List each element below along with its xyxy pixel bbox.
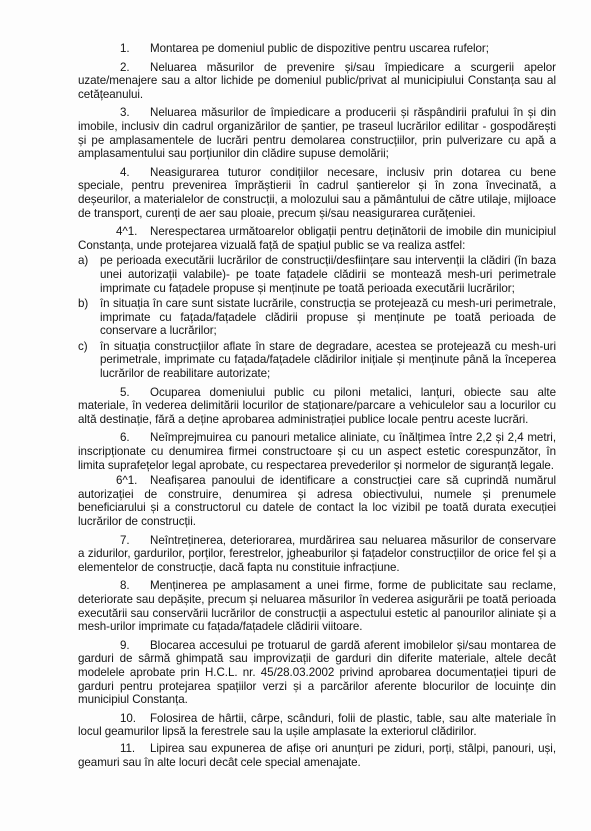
list-item-text: Ocuparea domeniului public cu piloni metalici, lanțuri, obiecte sau alte materiale, în vederea delimitării locurilor de staționare/parcare a vehiculelor sau a locurilor cu altă destinație, fără a deține aprobarea administrației publice locale pentru aceste lucrări. <box>78 385 556 426</box>
sub-item-text: în situația în care sunt sistate lucrările, construcția se protejează cu mesh-uri perimetrale, imprimate cu fațada/fațadele clădirii propuse și menținute pe toată perioada de conservare a lucrărilor; <box>100 297 556 338</box>
list-item-text: Menținerea pe amplasament a unei firme, forme de publicitate sau reclame, deteriorate sau depășite, precum și neluarea măsurilor în vederea asigurării pe toată perioada executării sau conservării lucrărilor de construcții a aspectului estetic al panourilor aliniate și a mesh-urilor imprimate cu fațada/fațadele clădirii viitoare. <box>78 579 556 634</box>
list-item-text: Montarea pe domeniul public de dispozitive pentru uscarea rufelor; <box>150 42 489 55</box>
list-item-text: Neluarea măsurilor de prevenire și/sau împiedicare a scurgerii apelor uzate/menajere sau a altor lichide pe domeniul public/privat al municipiului Constanța sau al cetățeanului. <box>78 60 556 101</box>
list-item-9: 9. Blocarea accesului pe trotuarul de gardă aferent imobilelor și/sau montarea de garduri de sârmă ghimpată sau improvizații de garduri din diferite materiale, altele decât modelele aprobate prin H.C.L. nr. 45/28.03.2002 privind aprobarea documentației tipuri de garduri pentru protejarea spațiilor verzi și a parcărilor aferente blocurilor de locuințe din municipiul Constanța. <box>78 638 556 707</box>
list-item-4: 4. Neasigurarea tuturor condițiilor necesare, inclusiv prin dotarea cu bene speciale, pentru prevenirea împrăștierii în cadrul șantierelor și în zona învecinată, a deșeurilor, a materialelor de construcții, a molozului sau a pământului de către utilaje, mijloace de transport, curenți de aer sau ploaie, precum și/sau neasigurarea curățeniei. <box>78 165 556 220</box>
list-item-text: Lipirea sau expunerea de afișe ori anunțuri pe ziduri, porți, stâlpi, panouri, uși, geamuri sau în alte locuri decât cele special amenajate. <box>78 741 556 769</box>
list-item-5: 5. Ocuparea domeniului public cu piloni metalici, lanțuri, obiecte sau alte materiale, în vederea delimitării locurilor de staționare/parcare a vehiculelor sau a locurilor cu altă destinație, fără a deține aprobarea administrației publice locale pentru aceste lucrări. <box>78 385 556 426</box>
list-item-text: Neîmprejmuirea cu panouri metalice aliniate, cu înălțimea între 2,2 și 2,4 metri, inscripționate cu denumirea firmei constructoare și cu un aspect estetic corespunzător, în limita suprafețelor legal aprobate, cu respectarea prevederilor și normelor de siguranță legale. <box>78 431 556 472</box>
list-item-text: Folosirea de hârtii, cârpe, scânduri, folii de plastic, table, sau alte materiale în locul geamurilor lipsă la ferestrele sau la ușile amplasate la exteriorul clădirilor. <box>78 711 556 739</box>
list-item-text: Nerespectarea următoarelor obligații pentru deținătorii de imobile din municipiul Constanța, unde protejarea vizuală față de spațiul public se va realiza astfel: <box>78 225 556 252</box>
list-item-11: 11. Lipirea sau expunerea de afișe ori anunțuri pe ziduri, porți, stâlpi, panouri, uși, geamuri sau în alte locuri decât cele special amenajate. <box>78 741 556 769</box>
list-item-10: 10. Folosirea de hârtii, cârpe, scânduri, folii de plastic, table, sau alte materiale în locul geamurilor lipsă la ferestrele sau la ușile amplasate la exteriorul clădirilor. <box>78 711 556 739</box>
list-item-8: 8. Menținerea pe amplasament a unei firme, forme de publicitate sau reclame, deteriorate sau depășite, precum și neluarea măsurilor în vederea asigurării pe toată perioada executării sau conservării lucrărilor de construcții a aspectului estetic al panourilor aliniate și a mesh-urilor imprimate cu fațada/fațadele clădirii viitoare. <box>78 579 556 634</box>
sub-item-text: în situația construcțiilor aflate în stare de degradare, acestea se protejează cu mesh-uri perimetrale, imprimate cu fațada/fațadele clădirilor inițiale și menținute până la începerea lucrărilor de reabilitare autorizate; <box>100 339 556 381</box>
list-item-7: 7. Neîntreținerea, deteriorarea, murdărirea sau neluarea măsurilor de conservare a zidurilor, gardurilor, porților, ferestrelor, jgheaburilor și fațadelor construcțiilor de orice fel și a elementelor de construcție, dacă fapta nu constituie infracțiune. <box>78 533 556 574</box>
list-item-text: Blocarea accesului pe trotuarul de gardă aferent imobilelor și/sau montarea de garduri de sârmă ghimpată sau improvizații de garduri din diferite materiale, altele decât modelele aprobate prin H.C.L. nr. 45/28.03.2002 privind aprobarea documentației tipuri de garduri pentru protejarea spațiilor verzi și a parcărilor aferente blocurilor de locuințe din municipiul Constanța. <box>78 638 556 707</box>
list-item-6-1: 6^1. Neafișarea panoului de identificare a construcției care să cuprindă numărul autorizației de construire, denumirea și adresa obiectivului, numele și prenumele beneficiarului și a constructorul cu datele de contact la loc vizibil pe toată durata execuției lucrărilor de construcții. <box>78 474 556 528</box>
list-item-2: 2. Neluarea măsurilor de prevenire și/sau împiedicare a scurgerii apelor uzate/menajere sau a altor lichide pe domeniul public/privat al municipiului Constanța sau al cetățeanului. <box>78 60 556 101</box>
list-item-text: Neluarea măsurilor de împiedicare a producerii și răspândirii prafului în și din imobile, inclusiv din cadrul organizărilor de șantier, pe traseul lucrărilor edilitar - gospodărești și pe amplasamentele de lucrări pentru demolarea construcțiilor, prin pulverizare cu apă a amplasamentului sau porțiunilor din clădire supuse demolării; <box>78 106 556 161</box>
list-item-text: Neasigurarea tuturor condițiilor necesare, inclusiv prin dotarea cu bene speciale, pentru prevenirea împrăștierii în cadrul șantierelor și în zona învecinată, a deșeurilor, a materialelor de construcții, a molozului sau a pământului de către utilaje, mijloace de transport, curenți de aer sau ploaie, precum și/sau neasigurarea curățeniei. <box>78 165 556 220</box>
sub-item-a: a) pe perioada executării lucrărilor de construcții/desființare sau intervenții la clădiri (în baza unei autorizații valabile)- pe toate fațadele clădirii se montează mesh-uri perimetrale imprimate cu fațadele propuse și menținute pe toată perioada executării lucrărilor; <box>78 254 556 295</box>
list-item-text: Neîntreținerea, deteriorarea, murdărirea sau neluarea măsurilor de conservare a zidurilor, gardurilor, porților, ferestrelor, jgheaburilor și fațadelor construcțiilor de orice fel și a elementelor de construcție, dacă fapta nu constituie infracțiune. <box>78 533 556 574</box>
sub-item-b: b) în situația în care sunt sistate lucrările, construcția se protejează cu mesh-uri perimetrale, imprimate cu fațada/fațadele clădirii propuse și menținute pe toată perioada de conservare a lucrărilor; <box>78 297 556 338</box>
list-item-6: 6. Neîmprejmuirea cu panouri metalice aliniate, cu înălțimea între 2,2 și 2,4 metri, inscripționate cu denumirea firmei constructoare și cu un aspect estetic corespunzător, în limita suprafețelor legal aprobate, cu respectarea prevederilor și normelor de siguranță legale. <box>78 431 556 472</box>
sub-item-text: pe perioada executării lucrărilor de construcții/desființare sau intervenții la clădiri (în baza unei autorizații valabile)- pe toate fațadele clădirii se montează mesh-uri perimetrale imprimate cu fațadele propuse și menținute pe toată perioada executării lucrărilor; <box>100 254 556 295</box>
document-body <box>78 42 556 774</box>
list-item-4-1: 4^1. Nerespectarea următoarelor obligații pentru deținătorii de imobile din municipiul Constanța, unde protejarea vizuală față de spațiul public se va realiza astfel: <box>78 225 556 252</box>
sub-item-c: c) în situația construcțiilor aflate în stare de degradare, acestea se protejează cu mesh-uri perimetrale, imprimate cu fațada/fațadele clădirilor inițiale și menținute până la începerea lucrărilor de reabilitare autorizate; <box>78 339 556 381</box>
list-item-3: 3. Neluarea măsurilor de împiedicare a producerii și răspândirii prafului în și din imobile, inclusiv din cadrul organizărilor de șantier, pe traseul lucrărilor edilitar - gospodărești și pe amplasamentele de lucrări pentru demolarea construcțiilor, prin pulverizare cu apă a amplasamentului sau porțiunilor din clădire supuse demolării; <box>78 106 556 161</box>
list-item-1: 1. Montarea pe domeniul public de dispozitive pentru uscarea rufelor; <box>120 42 489 55</box>
list-item-text: Neafișarea panoului de identificare a construcției care să cuprindă numărul autorizației de construire, denumirea și adresa obiectivului, numele și prenumele beneficiarului și a constructorul cu datele de contact la loc vizibil pe toată durata execuției lucrărilor de construcții. <box>78 474 556 528</box>
